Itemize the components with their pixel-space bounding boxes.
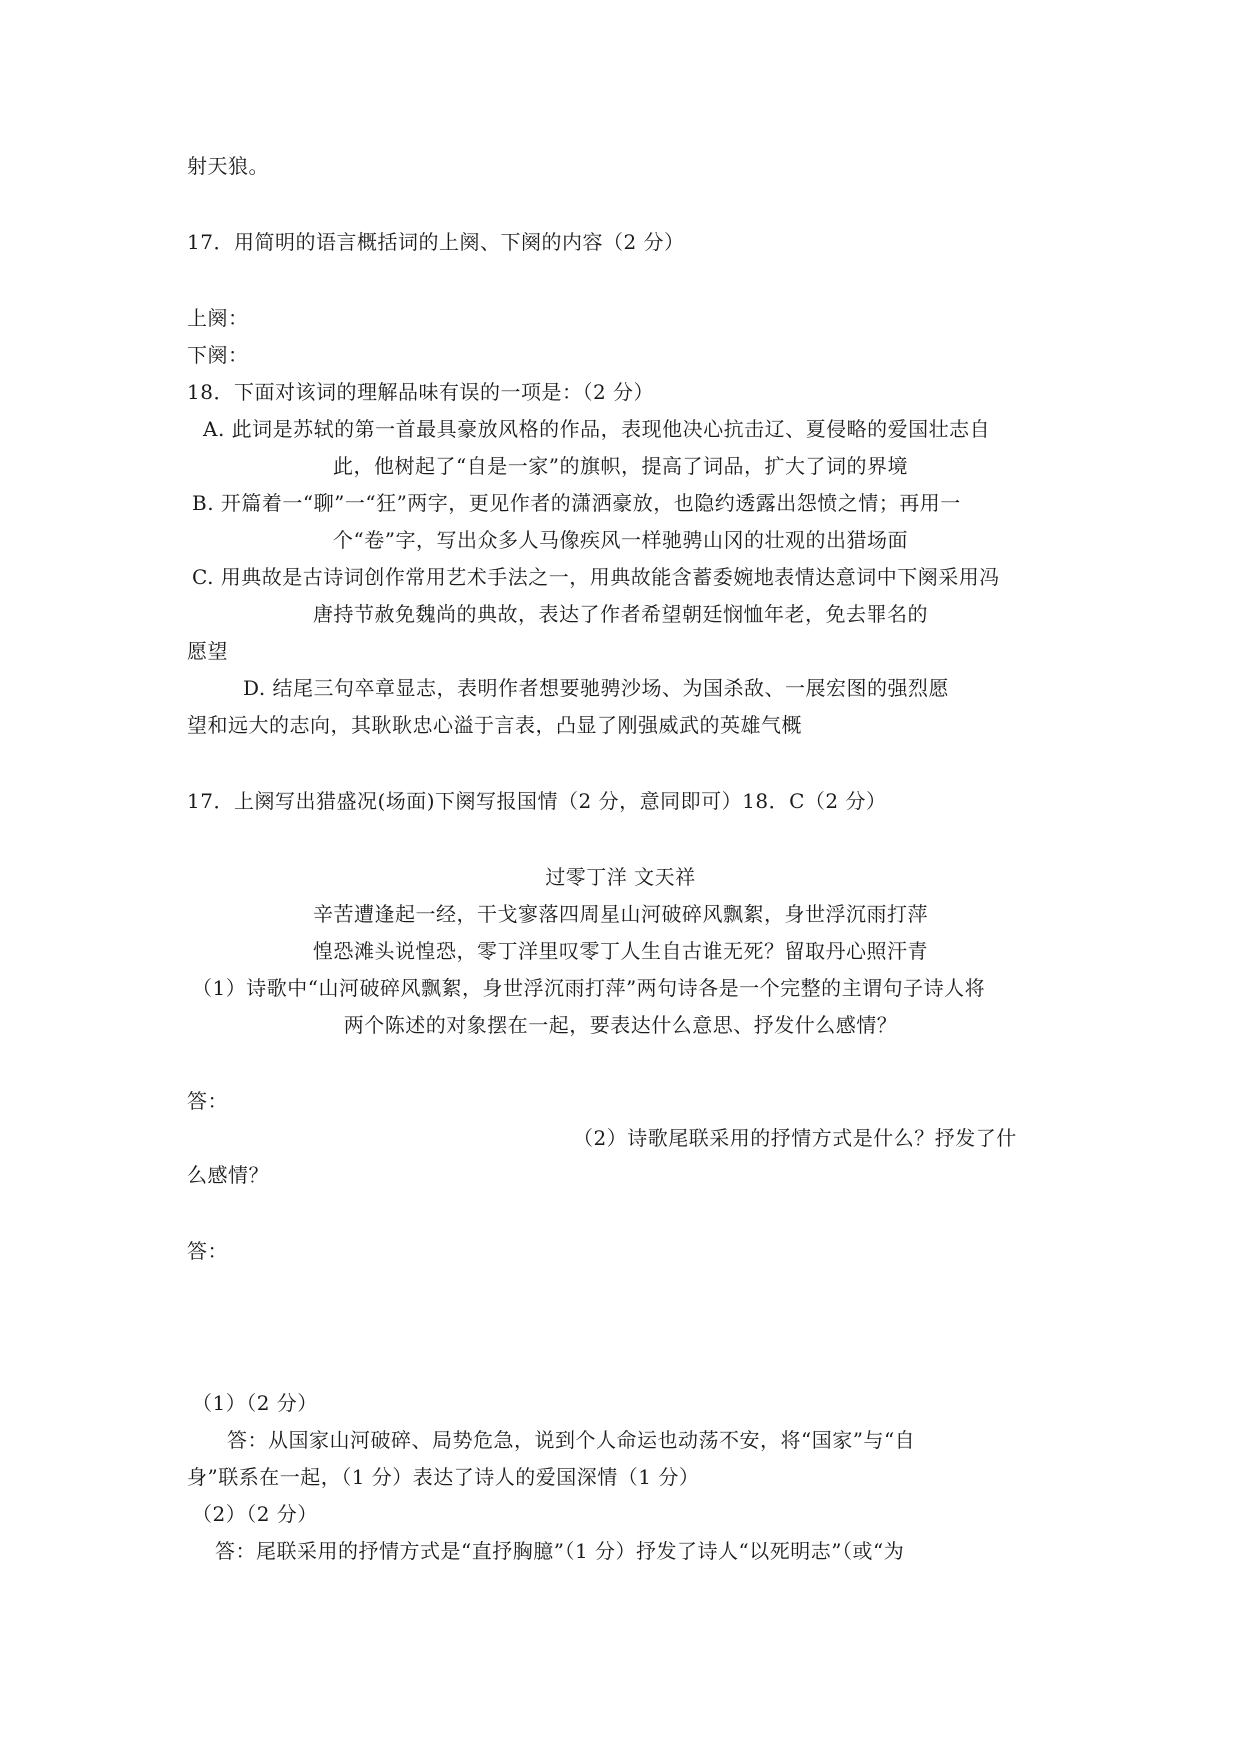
poem-question-2: （2）诗歌尾联采用的抒情方式是什么？抒发了什	[573, 1126, 1017, 1150]
answer-key-2-heading: （2）（2 分）	[192, 1502, 318, 1526]
option-c: C. 用典故是古诗词创作常用艺术手法之一，用典故能含蓄委婉地表情达意词中下阕采用冯	[192, 565, 1000, 589]
option-c-cont: 唐持节赦免魏尚的典故，表达了作者希望朝廷悯恤年老，免去罪名的	[313, 602, 928, 626]
answer-key-1: 答：从国家山河破碎、局势危急，说到个人命运也动荡不安，将“国家”与“自	[227, 1428, 916, 1452]
poem-line-1: 辛苦遭逢起一经，干戈寥落四周星山河破碎风飘絮，身世浮沉雨打萍	[313, 902, 928, 926]
answer-key-17-18: 17．上阕写出猎盛况(场面)下阕写报国情（2 分，意同即可）18．C（2 分）	[187, 789, 887, 813]
question-18: 18．下面对该词的理解品味有误的一项是：（2 分）	[187, 380, 655, 404]
poem-question-1-cont: 两个陈述的对象摆在一起，要表达什么意思、抒发什么感情？	[343, 1013, 898, 1037]
option-d: D. 结尾三句卒章显志，表明作者想要驰骋沙场、为国杀敌、一展宏图的强烈愿	[243, 676, 950, 700]
question-17: 17．用简明的语言概括词的上阕、下阕的内容（2 分）	[187, 230, 685, 254]
poem-title: 过零丁洋 文天祥	[545, 865, 696, 889]
poem-question-1: （1）诗歌中“山河破碎风飘絮，身世浮沉雨打萍”两句诗各是一个完整的主谓句子诗人将	[192, 976, 986, 1000]
option-d-cont: 望和远大的志向，其耿耿忠心溢于言表，凸显了刚强威武的英雄气概	[187, 713, 802, 737]
option-b-cont: 个“卷”字，写出众多人马像疾风一样驰骋山冈的壮观的出猎场面	[333, 528, 908, 552]
option-b: B. 开篇着一“聊”一“狂”两字，更见作者的潇洒豪放，也隐约透露出怨愤之情；再用一	[192, 491, 961, 515]
answer-label-q2: 答：	[187, 1239, 228, 1263]
option-c-cont2: 愿望	[187, 639, 228, 663]
answer-label-upper: 上阕：	[187, 306, 249, 330]
text-line: 射天狼。	[187, 154, 269, 178]
answer-key-1-heading: （1）（2 分）	[192, 1391, 318, 1415]
answer-label-lower: 下阕：	[187, 343, 249, 367]
option-a: A. 此词是苏轼的第一首最具豪放风格的作品，表现他决心抗击辽、夏侵略的爱国壮志自	[203, 417, 991, 441]
answer-label-q1: 答：	[187, 1089, 228, 1113]
answer-key-2: 答：尾联采用的抒情方式是“直抒胸臆”（1 分）抒发了诗人“以死明志”（或“为	[215, 1539, 905, 1563]
poem-question-2-cont: 么感情？	[187, 1163, 269, 1187]
answer-key-1-cont: 身”联系在一起，（1 分）表达了诗人的爱国深情（1 分）	[187, 1465, 700, 1489]
poem-line-2: 惶恐滩头说惶恐，零丁洋里叹零丁人生自古谁无死？留取丹心照汗青	[313, 939, 928, 963]
option-a-cont: 此，他树起了“自是一家”的旗帜，提高了词品，扩大了词的界境	[333, 454, 908, 478]
